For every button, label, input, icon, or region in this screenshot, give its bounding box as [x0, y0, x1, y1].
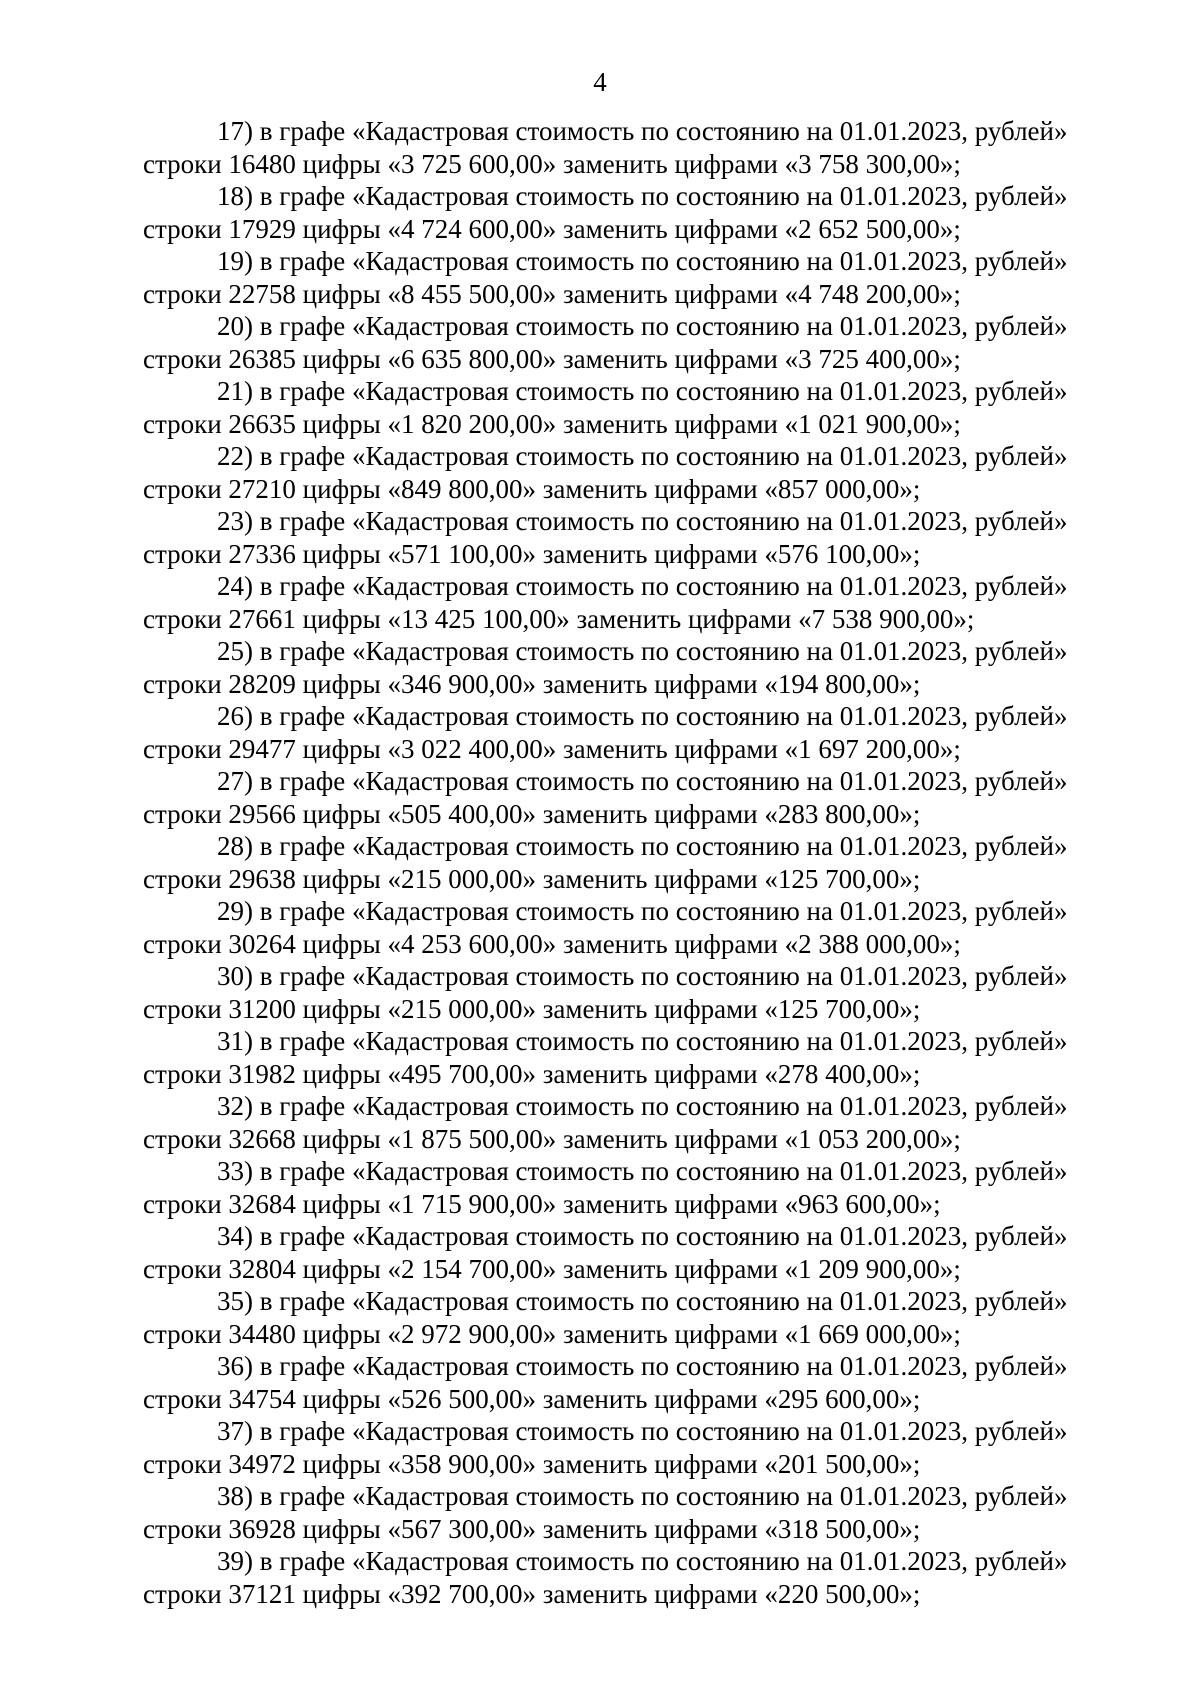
- amendment-item-column-reference: 39) в графе «Кадастровая стоимость по состоянию на 01.01.2023, рублей»: [217, 1546, 1068, 1576]
- amendment-item-column-reference: 24) в графе «Кадастровая стоимость по состоянию на 01.01.2023, рублей»: [217, 571, 1068, 601]
- amendment-item-column-reference: 30) в графе «Кадастровая стоимость по состоянию на 01.01.2023, рублей»: [217, 961, 1068, 991]
- amendment-item-column-reference: 32) в графе «Кадастровая стоимость по состоянию на 01.01.2023, рублей»: [217, 1091, 1068, 1121]
- amendment-item-replacement: строки 31982 цифры «495 700,00» заменить цифрами «278 400,00»;: [143, 1058, 921, 1089]
- amendment-item: [143, 115, 1123, 180]
- amendment-item-column-reference: 27) в графе «Кадастровая стоимость по состоянию на 01.01.2023, рублей»: [217, 766, 1068, 796]
- amendment-item-replacement: строки 36928 цифры «567 300,00» заменить цифрами «318 500,00»;: [143, 1513, 921, 1544]
- amendment-item-column-reference: 35) в графе «Кадастровая стоимость по состоянию на 01.01.2023, рублей»: [217, 1286, 1068, 1316]
- amendment-item-replacement: строки 29638 цифры «215 000,00» заменить цифрами «125 700,00»;: [143, 863, 921, 894]
- amendment-item-replacement: строки 26635 цифры «1 820 200,00» заменить цифрами «1 021 900,00»;: [143, 408, 961, 439]
- amendment-item-replacement: строки 30264 цифры «4 253 600,00» заменить цифрами «2 388 000,00»;: [143, 928, 961, 959]
- amendment-item-column-reference: 31) в графе «Кадастровая стоимость по состоянию на 01.01.2023, рублей»: [217, 1026, 1068, 1056]
- amendment-item-column-reference: 26) в графе «Кадастровая стоимость по состоянию на 01.01.2023, рублей»: [217, 701, 1068, 731]
- amendment-item: [143, 375, 1123, 440]
- amendment-item-column-reference: 19) в графе «Кадастровая стоимость по состоянию на 01.01.2023, рублей»: [217, 246, 1068, 276]
- amendment-item-replacement: строки 32684 цифры «1 715 900,00» заменить цифрами «963 600,00»;: [143, 1188, 941, 1219]
- amendment-item-replacement: строки 34480 цифры «2 972 900,00» заменить цифрами «1 669 000,00»;: [143, 1318, 961, 1349]
- amendment-item: [143, 700, 1123, 765]
- amendment-item: [143, 245, 1123, 310]
- amendment-item: [143, 895, 1123, 960]
- amendment-item: [143, 505, 1123, 570]
- amendment-item: [143, 635, 1123, 700]
- amendment-item-replacement: строки 29477 цифры «3 022 400,00» заменить цифрами «1 697 200,00»;: [143, 733, 961, 764]
- amendment-item-column-reference: 18) в графе «Кадастровая стоимость по состоянию на 01.01.2023, рублей»: [217, 181, 1068, 211]
- amendment-item-column-reference: 20) в графе «Кадастровая стоимость по состоянию на 01.01.2023, рублей»: [217, 311, 1068, 341]
- amendment-item: [143, 960, 1123, 1025]
- amendment-item-column-reference: 38) в графе «Кадастровая стоимость по состоянию на 01.01.2023, рублей»: [217, 1481, 1068, 1511]
- amendment-item-replacement: строки 27210 цифры «849 800,00» заменить цифрами «857 000,00»;: [143, 473, 921, 504]
- amendment-item-replacement: строки 27336 цифры «571 100,00» заменить цифрами «576 100,00»;: [143, 538, 921, 569]
- amendment-item-column-reference: 21) в графе «Кадастровая стоимость по состоянию на 01.01.2023, рублей»: [217, 376, 1068, 406]
- amendment-item: [143, 1220, 1123, 1285]
- amendment-item-replacement: строки 16480 цифры «3 725 600,00» заменить цифрами «3 758 300,00»;: [143, 148, 961, 179]
- amendment-item-column-reference: 28) в графе «Кадастровая стоимость по состоянию на 01.01.2023, рублей»: [217, 831, 1068, 861]
- amendment-item: [143, 1545, 1123, 1610]
- amendment-item-column-reference: 37) в графе «Кадастровая стоимость по состоянию на 01.01.2023, рублей»: [217, 1416, 1068, 1446]
- amendment-item: [143, 180, 1123, 245]
- amendment-item-column-reference: 17) в графе «Кадастровая стоимость по состоянию на 01.01.2023, рублей»: [217, 116, 1068, 146]
- amendment-item-replacement: строки 27661 цифры «13 425 100,00» заменить цифрами «7 538 900,00»;: [143, 603, 975, 634]
- amendment-item: [143, 1155, 1123, 1220]
- amendment-item: [143, 1025, 1123, 1090]
- amendment-item: [143, 1090, 1123, 1155]
- amendment-item-replacement: строки 32668 цифры «1 875 500,00» заменить цифрами «1 053 200,00»;: [143, 1123, 961, 1154]
- amendment-item-column-reference: 33) в графе «Кадастровая стоимость по состоянию на 01.01.2023, рублей»: [217, 1156, 1068, 1186]
- amendment-item: [143, 765, 1123, 830]
- amendment-item: [143, 1285, 1123, 1350]
- amendment-item: [143, 570, 1123, 635]
- amendment-item-replacement: строки 34972 цифры «358 900,00» заменить цифрами «201 500,00»;: [143, 1448, 921, 1479]
- amendment-item-column-reference: 22) в графе «Кадастровая стоимость по состоянию на 01.01.2023, рублей»: [217, 441, 1068, 471]
- amendment-item: [143, 310, 1123, 375]
- amendment-item-replacement: строки 22758 цифры «8 455 500,00» заменить цифрами «4 748 200,00»;: [143, 278, 961, 309]
- amendment-item-column-reference: 34) в графе «Кадастровая стоимость по состоянию на 01.01.2023, рублей»: [217, 1221, 1068, 1251]
- amendment-item-column-reference: 23) в графе «Кадастровая стоимость по состоянию на 01.01.2023, рублей»: [217, 506, 1068, 536]
- amendment-item-column-reference: 29) в графе «Кадастровая стоимость по состоянию на 01.01.2023, рублей»: [217, 896, 1068, 926]
- amendment-item-replacement: строки 34754 цифры «526 500,00» заменить цифрами «295 600,00»;: [143, 1383, 921, 1414]
- amendment-item: [143, 830, 1123, 895]
- amendment-item-column-reference: 25) в графе «Кадастровая стоимость по состоянию на 01.01.2023, рублей»: [217, 636, 1068, 666]
- amendment-item-replacement: строки 32804 цифры «2 154 700,00» заменить цифрами «1 209 900,00»;: [143, 1253, 961, 1284]
- amendment-item: [143, 1350, 1123, 1415]
- amendment-item: [143, 1480, 1123, 1545]
- amendment-item-replacement: строки 26385 цифры «6 635 800,00» заменить цифрами «3 725 400,00»;: [143, 343, 961, 374]
- amendment-item: [143, 440, 1123, 505]
- amendment-list: [143, 115, 1123, 1610]
- amendment-item-replacement: строки 17929 цифры «4 724 600,00» заменить цифрами «2 652 500,00»;: [143, 213, 961, 244]
- amendment-item-column-reference: 36) в графе «Кадастровая стоимость по состоянию на 01.01.2023, рублей»: [217, 1351, 1068, 1381]
- amendment-item-replacement: строки 37121 цифры «392 700,00» заменить цифрами «220 500,00»;: [143, 1578, 921, 1609]
- amendment-item-replacement: строки 28209 цифры «346 900,00» заменить цифрами «194 800,00»;: [143, 668, 921, 699]
- amendment-item-replacement: строки 29566 цифры «505 400,00» заменить цифрами «283 800,00»;: [143, 798, 921, 829]
- amendment-item: [143, 1415, 1123, 1480]
- page-number: 4: [593, 67, 607, 97]
- amendment-item-replacement: строки 31200 цифры «215 000,00» заменить цифрами «125 700,00»;: [143, 993, 921, 1024]
